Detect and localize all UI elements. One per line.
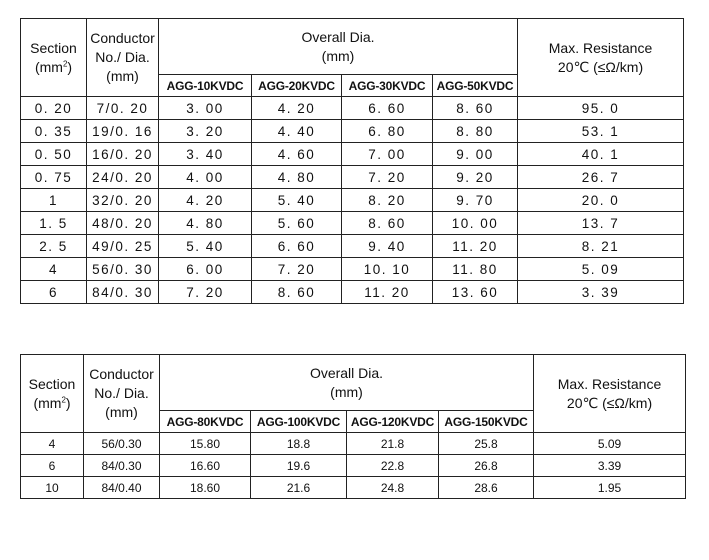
table-cell: 24/0. 20 — [87, 166, 159, 189]
subheader-model: AGG-100KVDC — [251, 411, 347, 433]
overall-dia-header — [160, 355, 534, 411]
table-cell: 7. 00 — [342, 143, 433, 166]
conductor-header-line3: (mm) — [105, 404, 138, 420]
table-cell: 4. 60 — [252, 143, 342, 166]
resistance-header — [518, 19, 684, 97]
table-cell: 7. 20 — [342, 166, 433, 189]
section-header — [21, 19, 87, 97]
table-cell: 7. 20 — [252, 258, 342, 281]
conductor-header — [87, 19, 159, 97]
table-cell: 84/0.40 — [84, 477, 160, 499]
table-cell: 8. 60 — [252, 281, 342, 304]
table-row — [21, 120, 684, 143]
table-cell: 53. 1 — [518, 120, 684, 143]
table-cell: 5. 40 — [159, 235, 252, 258]
subheader-model: AGG-30KVDC — [342, 75, 433, 97]
table-row — [21, 281, 684, 304]
section-header-line1: Section — [30, 39, 77, 56]
table-row — [21, 235, 684, 258]
table-cell: 0. 35 — [21, 120, 87, 143]
specs-table-1 — [20, 18, 684, 304]
table-cell: 21.8 — [347, 433, 439, 455]
table-cell: 13. 7 — [518, 212, 684, 235]
subheader-model: AGG-80KVDC — [160, 411, 251, 433]
overall-dia-line1: Overall Dia. — [301, 28, 375, 45]
table-cell: 5. 60 — [252, 212, 342, 235]
table-cell: 18.8 — [251, 433, 347, 455]
table-cell: 84/0. 30 — [87, 281, 159, 304]
conductor-header — [84, 355, 160, 433]
subheader-model: AGG-20KVDC — [252, 75, 342, 97]
resistance-header-line2: 20℃ (≤Ω/km) — [557, 58, 644, 75]
table-cell: 6. 00 — [159, 258, 252, 281]
table-cell: 15.80 — [160, 433, 251, 455]
table-cell: 11. 80 — [433, 258, 518, 281]
resistance-header — [534, 355, 686, 433]
table-cell: 6. 80 — [342, 120, 433, 143]
table-cell: 1. 5 — [21, 212, 87, 235]
subheader-model: AGG-150KVDC — [439, 411, 534, 433]
resistance-header-line1: Max. Resistance — [557, 375, 662, 392]
table-cell: 56/0.30 — [84, 433, 160, 455]
table-cell: 19.6 — [251, 455, 347, 477]
table-cell: 56/0. 30 — [87, 258, 159, 281]
conductor-header-line3: (mm) — [106, 68, 139, 84]
table-cell: 4. 80 — [252, 166, 342, 189]
table-cell: 95. 0 — [518, 97, 684, 120]
table-cell: 11. 20 — [342, 281, 433, 304]
table-cell: 49/0. 25 — [87, 235, 159, 258]
conductor-header-line2: No./ Dia. — [94, 385, 149, 401]
table-cell: 4. 00 — [159, 166, 252, 189]
table-cell: 16.60 — [160, 455, 251, 477]
table-cell: 6. 60 — [252, 235, 342, 258]
table-cell: 10 — [21, 477, 84, 499]
table-cell: 20. 0 — [518, 189, 684, 212]
table-cell: 4. 40 — [252, 120, 342, 143]
table-cell: 16/0. 20 — [87, 143, 159, 166]
table-cell: 3. 39 — [518, 281, 684, 304]
table-cell: 13. 60 — [433, 281, 518, 304]
table-cell: 9. 40 — [342, 235, 433, 258]
section-header-line2: $(mm^2)$ — [33, 394, 71, 411]
subheader-model: AGG-120KVDC — [347, 411, 439, 433]
section-header-line2: $(mm^2)$ — [34, 58, 73, 75]
overall-dia-header — [159, 19, 518, 75]
table-cell: 7/0. 20 — [87, 97, 159, 120]
table-row — [21, 455, 686, 477]
table-cell: 4 — [21, 258, 87, 281]
specs-table-2 — [20, 354, 686, 499]
table-cell: 25.8 — [439, 433, 534, 455]
table-cell: 1 — [21, 189, 87, 212]
table-cell: 5. 09 — [518, 258, 684, 281]
conductor-header-line1: Conductor — [89, 366, 154, 382]
subheader-model: AGG-50KVDC — [433, 75, 518, 97]
conductor-header-line2: No./ Dia. — [95, 49, 150, 65]
table-cell: 8. 60 — [433, 97, 518, 120]
table-cell: 84/0.30 — [84, 455, 160, 477]
table-cell: 6 — [21, 455, 84, 477]
table-cell: 7. 20 — [159, 281, 252, 304]
conductor-header-line1: Conductor — [90, 30, 155, 46]
table-cell: 0. 75 — [21, 166, 87, 189]
table-row — [21, 143, 684, 166]
table-row — [21, 258, 684, 281]
subheader-model: AGG-10KVDC — [159, 75, 252, 97]
table-row — [21, 433, 686, 455]
table-cell: 2. 5 — [21, 235, 87, 258]
table-cell: 40. 1 — [518, 143, 684, 166]
table-cell: 3. 40 — [159, 143, 252, 166]
table-cell: 5. 40 — [252, 189, 342, 212]
table-cell: 19/0. 16 — [87, 120, 159, 143]
table-cell: 8. 80 — [433, 120, 518, 143]
overall-dia-line2: (mm) — [330, 383, 363, 400]
table-cell: 9. 00 — [433, 143, 518, 166]
table-cell: 3. 00 — [159, 97, 252, 120]
overall-dia-line1: Overall Dia. — [309, 364, 384, 381]
table-cell: 6 — [21, 281, 87, 304]
table-cell: 0. 50 — [21, 143, 87, 166]
resistance-header-line1: Max. Resistance — [548, 39, 653, 56]
table-cell: 4. 20 — [159, 189, 252, 212]
table-cell: 26.8 — [439, 455, 534, 477]
table-cell: 3.39 — [534, 455, 686, 477]
table-cell: 24.8 — [347, 477, 439, 499]
table-cell: 4. 80 — [159, 212, 252, 235]
table-cell: 9. 70 — [433, 189, 518, 212]
table-cell: 21.6 — [251, 477, 347, 499]
table-row — [21, 97, 684, 120]
table-cell: 6. 60 — [342, 97, 433, 120]
table-cell: 32/0. 20 — [87, 189, 159, 212]
section-header-line1: Section — [28, 375, 76, 392]
resistance-header-line2: 20℃ (≤Ω/km) — [566, 394, 653, 411]
table-cell: 28.6 — [439, 477, 534, 499]
table-cell: 4 — [21, 433, 84, 455]
table-cell: 11. 20 — [433, 235, 518, 258]
table-cell: 1.95 — [534, 477, 686, 499]
table-cell: 8. 21 — [518, 235, 684, 258]
table-cell: 10. 10 — [342, 258, 433, 281]
table-cell: 48/0. 20 — [87, 212, 159, 235]
table-cell: 8. 60 — [342, 212, 433, 235]
table-cell: 0. 20 — [21, 97, 87, 120]
table-row — [21, 212, 684, 235]
table-cell: 5.09 — [534, 433, 686, 455]
table-row — [21, 166, 684, 189]
table-cell: 26. 7 — [518, 166, 684, 189]
overall-dia-line2: (mm) — [321, 47, 355, 64]
table-cell: 18.60 — [160, 477, 251, 499]
table-cell: 10. 00 — [433, 212, 518, 235]
section-header — [21, 355, 84, 433]
table-row — [21, 189, 684, 212]
table-cell: 8. 20 — [342, 189, 433, 212]
table-cell: 4. 20 — [252, 97, 342, 120]
table-cell: 3. 20 — [159, 120, 252, 143]
table-cell: 9. 20 — [433, 166, 518, 189]
table-row — [21, 477, 686, 499]
table-cell: 22.8 — [347, 455, 439, 477]
